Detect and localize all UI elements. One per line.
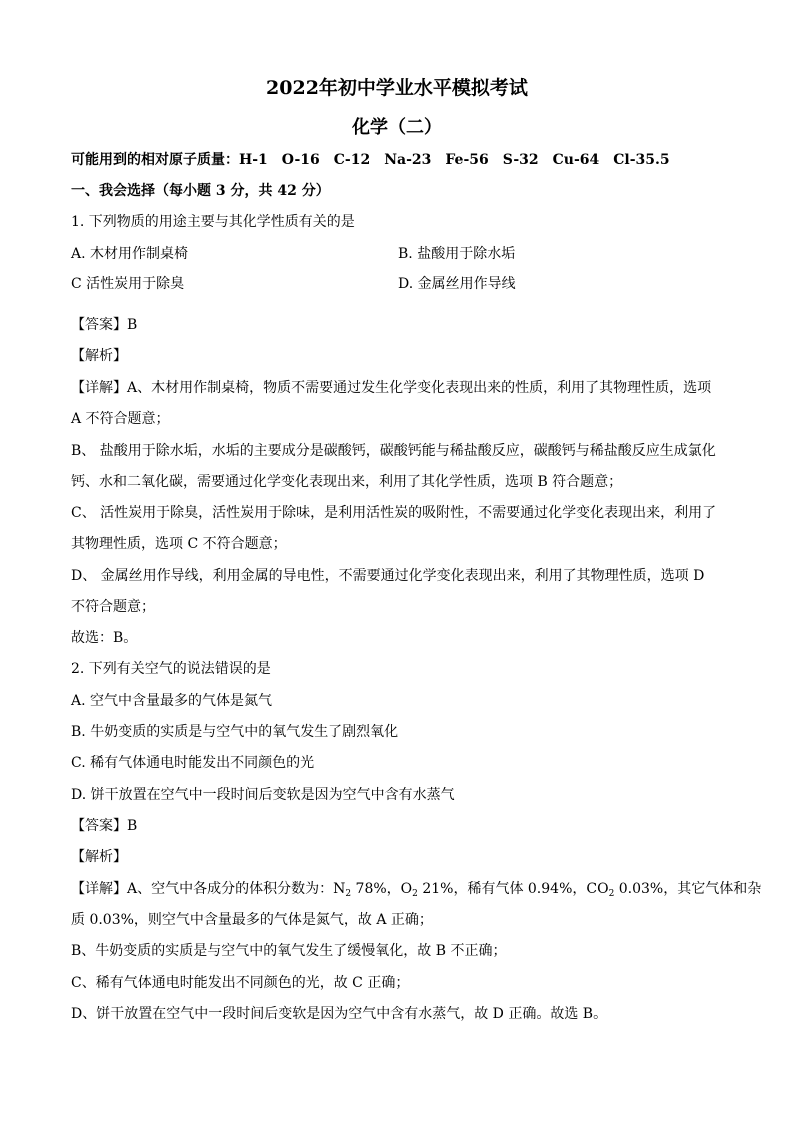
- question-2-stem: 2. 下列有关空气的说法错误的是: [71, 661, 271, 677]
- q1-option-a: A. 木材用作制桌椅: [71, 246, 189, 262]
- q2-detail-text: 21%，稀有气体 0.94%，CO: [417, 881, 609, 897]
- q2-detail-line: B、牛奶变质的实质是与空气中的氧气发生了缓慢氧化，故 B 不正确；: [71, 943, 507, 959]
- q2-option-a: A. 空气中含量最多的气体是氮气: [71, 693, 273, 709]
- q2-answer: 【答案】B: [71, 818, 138, 834]
- q1-analysis-label: 【解析】: [71, 348, 127, 364]
- q2-detail-first-line: [71, 880, 761, 898]
- q2-option-b: B. 牛奶变质的实质是与空气中的氧气发生了剧烈氧化: [71, 724, 399, 740]
- q1-detail-line: 其物理性质，选项 C 不符合题意；: [71, 536, 287, 552]
- q2-option-c: C. 稀有气体通电时能发出不同颜色的光: [71, 755, 315, 771]
- question-1-stem: 1. 下列物质的用途主要与其化学性质有关的是: [71, 214, 355, 230]
- q1-detail-line: 不符合题意；: [71, 599, 155, 615]
- q2-detail-line: D、饼干放置在空气中一段时间后变软是因为空气中含有水蒸气，故 D 正确。故选 B。: [71, 1006, 608, 1022]
- subscript: 2: [608, 889, 615, 899]
- q2-detail-text: 【详解】A、空气中各成分的体积分数为：N: [71, 881, 346, 897]
- q1-detail-line: A 不符合题意；: [71, 411, 170, 427]
- q2-detail-line: C、稀有气体通电时能发出不同颜色的光，故 C 正确；: [71, 975, 410, 991]
- q1-option-d: D. 金属丝用作导线: [398, 276, 516, 292]
- exam-title: 2022年初中学业水平模拟考试: [266, 77, 528, 99]
- q2-analysis-label: 【解析】: [71, 849, 127, 865]
- subscript: 2: [412, 889, 418, 899]
- q1-detail-line: 故选：B。: [71, 630, 138, 646]
- subscript: 2: [345, 889, 352, 899]
- q1-detail-line: B、 盐酸用于除水垢，水垢的主要成分是碳酸钙，碳酸钙能与稀盐酸反应，碳酸钙与稀盐酸反应生成氯化: [71, 443, 716, 459]
- q1-option-c: C 活性炭用于除臭: [71, 276, 185, 292]
- q1-answer: 【答案】B: [71, 317, 138, 333]
- atomic-masses: 可能用到的相对原子质量：H-1 O-16 C-12 Na-23 Fe-56 S-32 Cu-64 Cl-35.5: [71, 152, 670, 168]
- q1-detail-line: 【详解】A、木材用作制桌椅，物质不需要通过发生化学变化表现出来的性质，利用了其物理性质，选项: [71, 380, 712, 396]
- q2-detail-text: 78%，O: [351, 881, 413, 897]
- q1-option-b: B. 盐酸用于除水垢: [398, 246, 516, 262]
- q1-detail-line: D、 金属丝用作导线，利用金属的导电性，不需要通过化学变化表现出来，利用了其物理性质，选项 D: [71, 568, 705, 584]
- section-heading: 一、我会选择（每小题 3 分，共 42 分）: [71, 183, 330, 199]
- q2-option-d: D. 饼干放置在空气中一段时间后变软是因为空气中含有水蒸气: [71, 787, 455, 803]
- q2-detail-line: 质 0.03%，则空气中含量最多的气体是氮气，故 A 正确；: [71, 912, 433, 928]
- q2-detail-text: 0.03%，其它气体和杂: [614, 881, 762, 897]
- q1-detail-line: 钙、水和二氧化碳，需要通过化学变化表现出来，利用了其化学性质，选项 B 符合题意；: [71, 474, 623, 490]
- q1-detail-line: C、 活性炭用于除臭，活性炭用于除味，是利用活性炭的吸附性，不需要通过化学变化表现出来，利用了: [71, 505, 717, 521]
- exam-subtitle: 化学（二）: [352, 117, 442, 138]
